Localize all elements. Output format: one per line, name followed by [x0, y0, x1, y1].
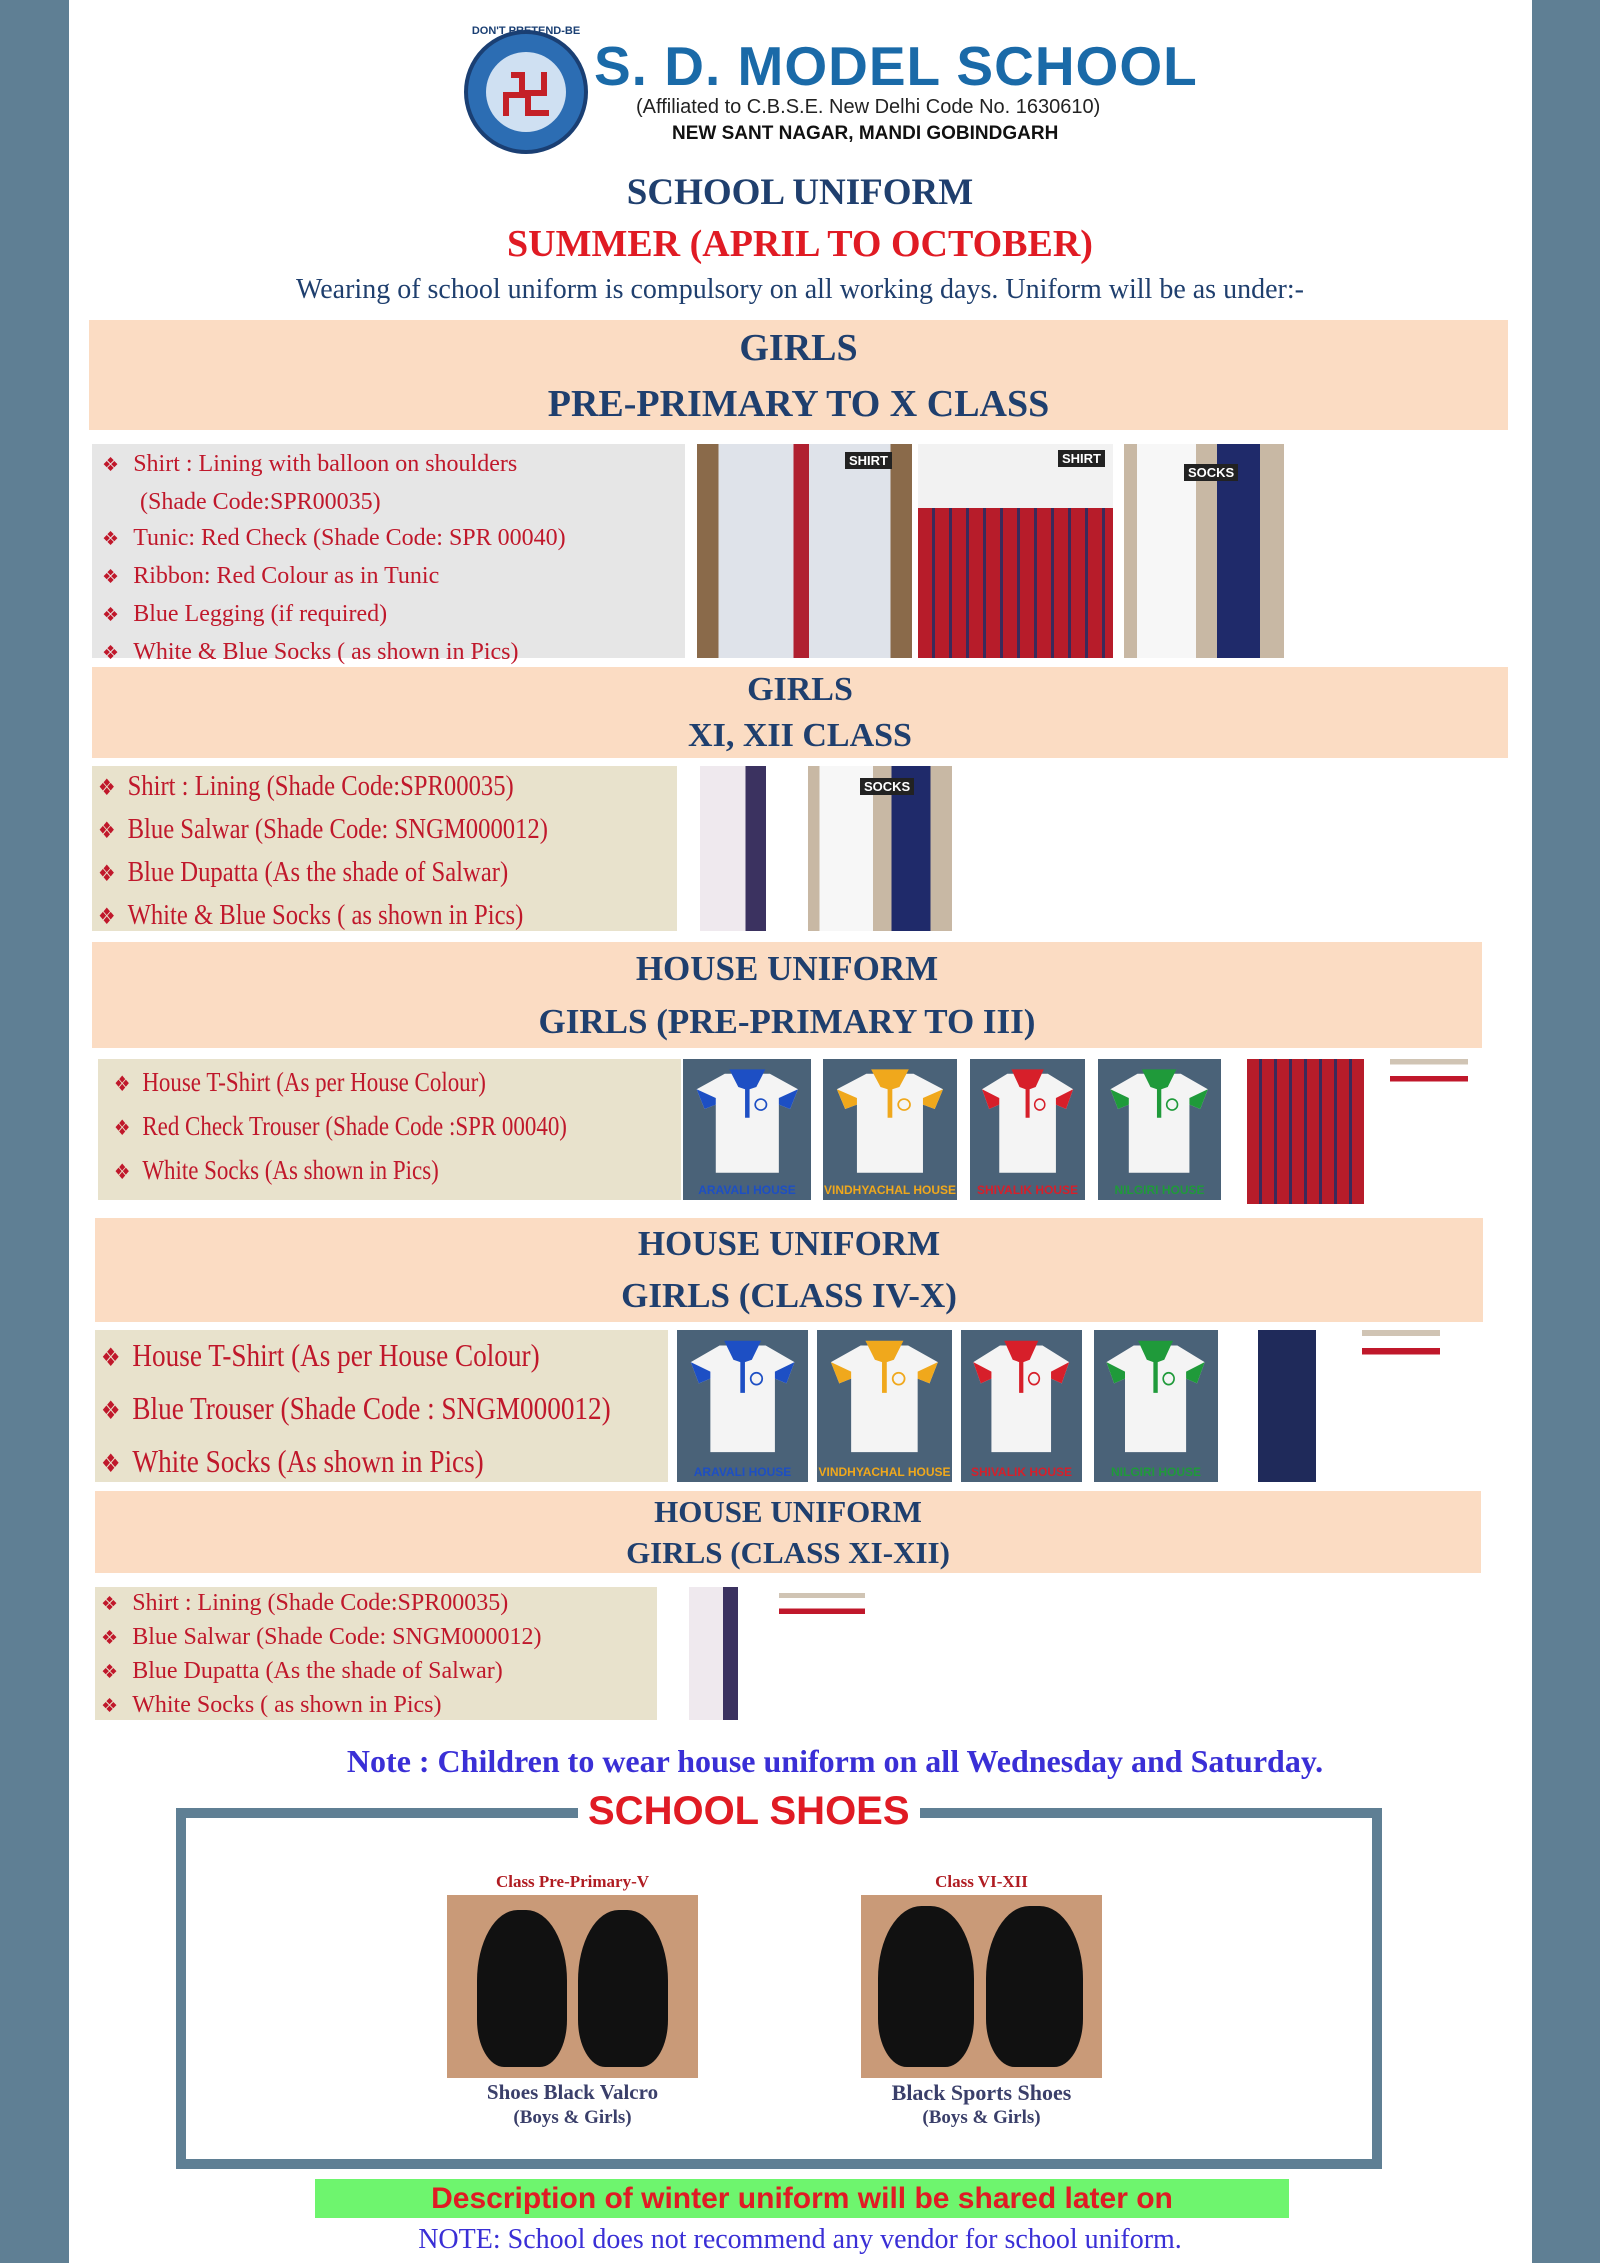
list-item: ❖ White & Blue Socks ( as shown in Pics): [98, 899, 524, 931]
salwar-suit-photo: [678, 1587, 753, 1720]
list-item: ❖ Blue Legging (if required): [102, 601, 388, 627]
house-name-label: NILGIRI HOUSE: [1114, 1183, 1205, 1197]
shoe-class-label: Class Pre-Primary-V: [495, 1872, 650, 1891]
socks-photo: SOCKS: [1124, 444, 1284, 658]
item-list: [92, 766, 677, 931]
winter-uniform-note: Description of winter uniform will be shared later on: [315, 2179, 1289, 2218]
shoe-audience: (Boys & Girls): [922, 2107, 1041, 2128]
velcro-shoes-photo: [447, 1895, 698, 2078]
season-title: SUMMER (APRIL TO OCTOBER): [507, 223, 1093, 265]
address: NEW SANT NAGAR, MANDI GOBINDGARH: [672, 123, 1059, 144]
section-line2: XI, XII CLASS: [688, 717, 912, 754]
list-item: ❖ White & Blue Socks ( as shown in Pics): [102, 639, 519, 665]
list-item: ❖ Shirt : Lining (Shade Code:SPR00035): [98, 770, 514, 802]
house-tshirt-vindhyachal: [823, 1059, 957, 1200]
list-item: ❖ White Socks (As shown in Pics): [114, 1155, 439, 1185]
socks-photo: SOCKS: [808, 766, 952, 931]
section-header-house-xi-xii: [95, 1491, 1481, 1573]
list-item: ❖ Blue Salwar (Shade Code: SNGM000012): [98, 813, 548, 845]
house-tshirt-shivalik: [970, 1059, 1085, 1200]
list-item: (Shade Code:SPR00035): [140, 489, 381, 515]
school-name: S. D. MODEL SCHOOL: [594, 35, 1198, 97]
vendor-note: NOTE: School does not recommend any vendor for school uniform.: [418, 2224, 1182, 2255]
shirt-photo: SHIRT: [697, 444, 912, 658]
shoes-box: [176, 1808, 1382, 2169]
shoe-name: Shoes Black Valcro: [486, 2080, 659, 2104]
list-item: ❖ Tunic: Red Check (Shade Code: SPR 00040): [102, 525, 566, 551]
list-item: ❖ White Socks (As shown in Pics): [101, 1443, 484, 1479]
section-line2: GIRLS (CLASS XI-XII): [626, 1535, 950, 1570]
affiliation: (Affiliated to C.B.S.E. New Delhi Code No. 1630610): [636, 96, 1101, 118]
section-header-house-pre-primary: [92, 942, 1482, 1048]
shoes-title: SCHOOL SHOES: [578, 1789, 920, 1833]
house-name-label: NILGIRI HOUSE: [1110, 1465, 1201, 1479]
list-item: ❖ Blue Salwar (Shade Code: SNGM000012): [101, 1624, 542, 1650]
tunic-photo: SHIRT: [918, 444, 1113, 658]
shoe-class-label: Class VI-XII: [935, 1872, 1028, 1891]
house-tshirt-nilgiri: [1094, 1330, 1218, 1482]
item-list: [98, 1059, 681, 1200]
list-item: ❖ House T-Shirt (As per House Colour): [114, 1067, 486, 1097]
salwar-suit-photo: [685, 766, 786, 931]
section-line1: HOUSE UNIFORM: [637, 1224, 941, 1263]
white-socks-photo: [779, 1593, 865, 1723]
house-name-label: SHIVALIK HOUSE: [976, 1183, 1079, 1197]
house-tshirt-aravali: [683, 1059, 811, 1200]
section-line2: GIRLS (PRE-PRIMARY TO III): [538, 1002, 1036, 1041]
item-list: [95, 1587, 657, 1720]
house-tshirt-shivalik: [961, 1330, 1082, 1482]
white-socks-photo: [1362, 1330, 1440, 1482]
list-item: ❖ Blue Dupatta (As the shade of Salwar): [98, 856, 509, 888]
sports-shoes-photo: [861, 1895, 1102, 2078]
shoe-name: Black Sports Shoes: [891, 2080, 1072, 2105]
section-line2: GIRLS (CLASS IV-X): [621, 1276, 957, 1315]
red-check-trouser-photo: [1247, 1059, 1364, 1204]
section-header-girls-xi-xii: [92, 667, 1508, 758]
house-name-label: SHIVALIK HOUSE: [970, 1465, 1073, 1479]
item-list: [95, 1330, 668, 1482]
item-list: [92, 444, 685, 665]
section-header-girls-pre-primary: [89, 320, 1508, 430]
house-tshirt-vindhyachal: [817, 1330, 952, 1482]
list-item: ❖ Shirt : Lining (Shade Code:SPR00035): [101, 1590, 509, 1616]
list-item: ❖ Blue Dupatta (As the shade of Salwar): [101, 1658, 503, 1684]
blue-trouser-photo: [1258, 1330, 1316, 1482]
house-tshirt-aravali: [677, 1330, 808, 1482]
list-item: ❖ White Socks ( as shown in Pics): [101, 1692, 442, 1718]
house-uniform-note: Note : Children to wear house uniform on all Wednesday and Saturday.: [346, 1743, 1324, 1779]
shoe-audience: (Boys & Girls): [513, 2107, 632, 2128]
house-name-label: ARAVALI HOUSE: [693, 1465, 792, 1479]
list-item: ❖ Ribbon: Red Colour as in Tunic: [102, 563, 440, 589]
section-line1: HOUSE UNIFORM: [635, 949, 939, 988]
svg-text:DON'T PRETEND-BE: DON'T PRETEND-BE: [471, 25, 581, 37]
page-title: SCHOOL UNIFORM: [626, 172, 974, 213]
house-name-label: VINDHYACHAL HOUSE: [818, 1465, 951, 1479]
list-item: ❖ Shirt : Lining with balloon on shoulders: [102, 451, 518, 477]
school-logo: [459, 20, 593, 159]
intro-text: Wearing of school uniform is compulsory on all working days. Uniform will be as under:-: [296, 274, 1304, 305]
white-socks-photo: [1390, 1059, 1468, 1200]
section-line1: GIRLS: [739, 327, 858, 369]
house-tshirt-nilgiri: [1098, 1059, 1221, 1200]
list-item: ❖ House T-Shirt (As per House Colour): [101, 1337, 540, 1373]
house-name-label: ARAVALI HOUSE: [698, 1183, 796, 1197]
section-line1: HOUSE UNIFORM: [654, 1494, 922, 1529]
list-item: ❖ Red Check Trouser (Shade Code :SPR 00040): [114, 1111, 567, 1141]
section-header-house-iv-x: [95, 1218, 1483, 1322]
section-line1: GIRLS: [747, 671, 853, 708]
house-name-label: VINDHYACHAL HOUSE: [823, 1183, 957, 1197]
section-line2: PRE-PRIMARY TO X CLASS: [547, 383, 1050, 425]
list-item: ❖ Blue Trouser (Shade Code : SNGM000012): [101, 1390, 611, 1426]
